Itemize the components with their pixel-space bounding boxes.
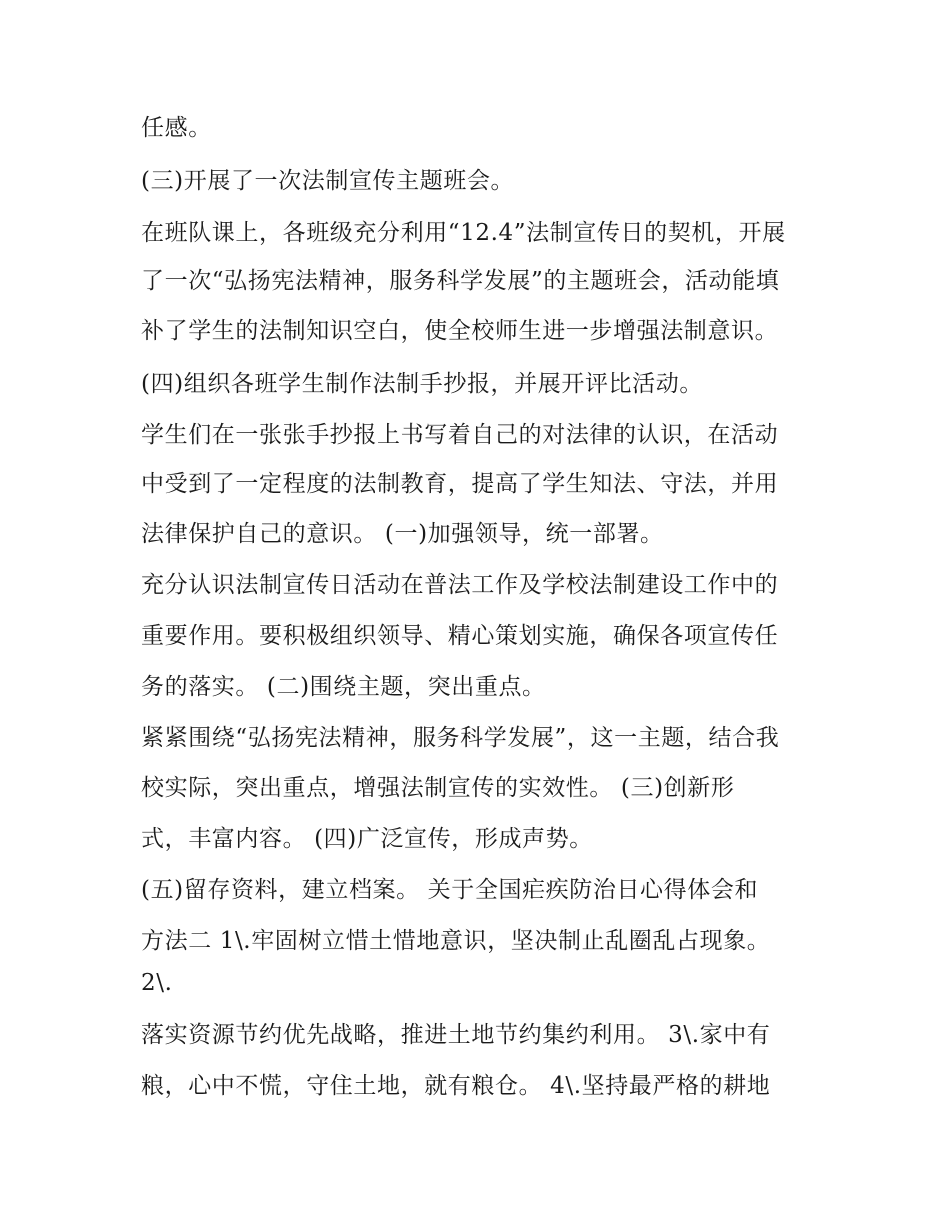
text-line: 学生们在一张张手抄报上书写着自己的对法律的认识，在活动 [141, 422, 779, 448]
text-line: 紧紧围绕“弘扬宪法精神，服务科学发展”，这一主题，结合我 [141, 725, 780, 751]
text-line: 了一次“弘扬宪法精神，服务科学发展”的主题班会，活动能填 [141, 268, 780, 294]
text-line: 2\. [141, 970, 173, 996]
text-line: 补了学生的法制知识空白，使全校师生进一步增强法制意识。 [141, 318, 779, 344]
text-line: 充分认识法制宣传日活动在普法工作及学校法制建设工作中的 [141, 572, 779, 598]
text-line: 方法二 1\.牢固树立惜土惜地意识，坚决制止乱圈乱占现象。 [141, 928, 771, 954]
text-line: 中受到了一定程度的法制教育，提高了学生知法、守法，并用 [141, 471, 779, 497]
text-line: 法律保护自己的意识。 (一)加强领导，统一部署。 [141, 521, 664, 547]
text-line: 在班队课上，各班级充分利用“12.4”法制宣传日的契机，开展 [141, 220, 786, 246]
text-line: (四)组织各班学生制作法制手抄报，并展开评比活动。 [141, 371, 703, 397]
text-line: 重要作用。要积极组织领导、精心策划实施，确保各项宣传任 [141, 623, 779, 649]
text-line: 任感。 [141, 115, 212, 141]
text-line: 落实资源节约优先战略，推进土地节约集约利用。 3\.家中有 [141, 1022, 771, 1048]
text-line: 式，丰富内容。 (四)广泛宣传，形成声势。 [141, 826, 593, 852]
text-line: 校实际，突出重点，增强法制宣传的实效性。 (三)创新形 [141, 775, 735, 801]
text-line: 务的落实。 (二)围绕主题，突出重点。 [141, 674, 546, 700]
text-line: (三)开展了一次法制宣传主题班会。 [141, 168, 515, 194]
text-line: (五)留存资料，建立档案。 关于全国疟疾防治日心得体会和 [141, 877, 759, 903]
text-line: 粮，心中不慌，守住土地，就有粮仓。 4\.坚持最严格的耕地 [141, 1073, 771, 1099]
